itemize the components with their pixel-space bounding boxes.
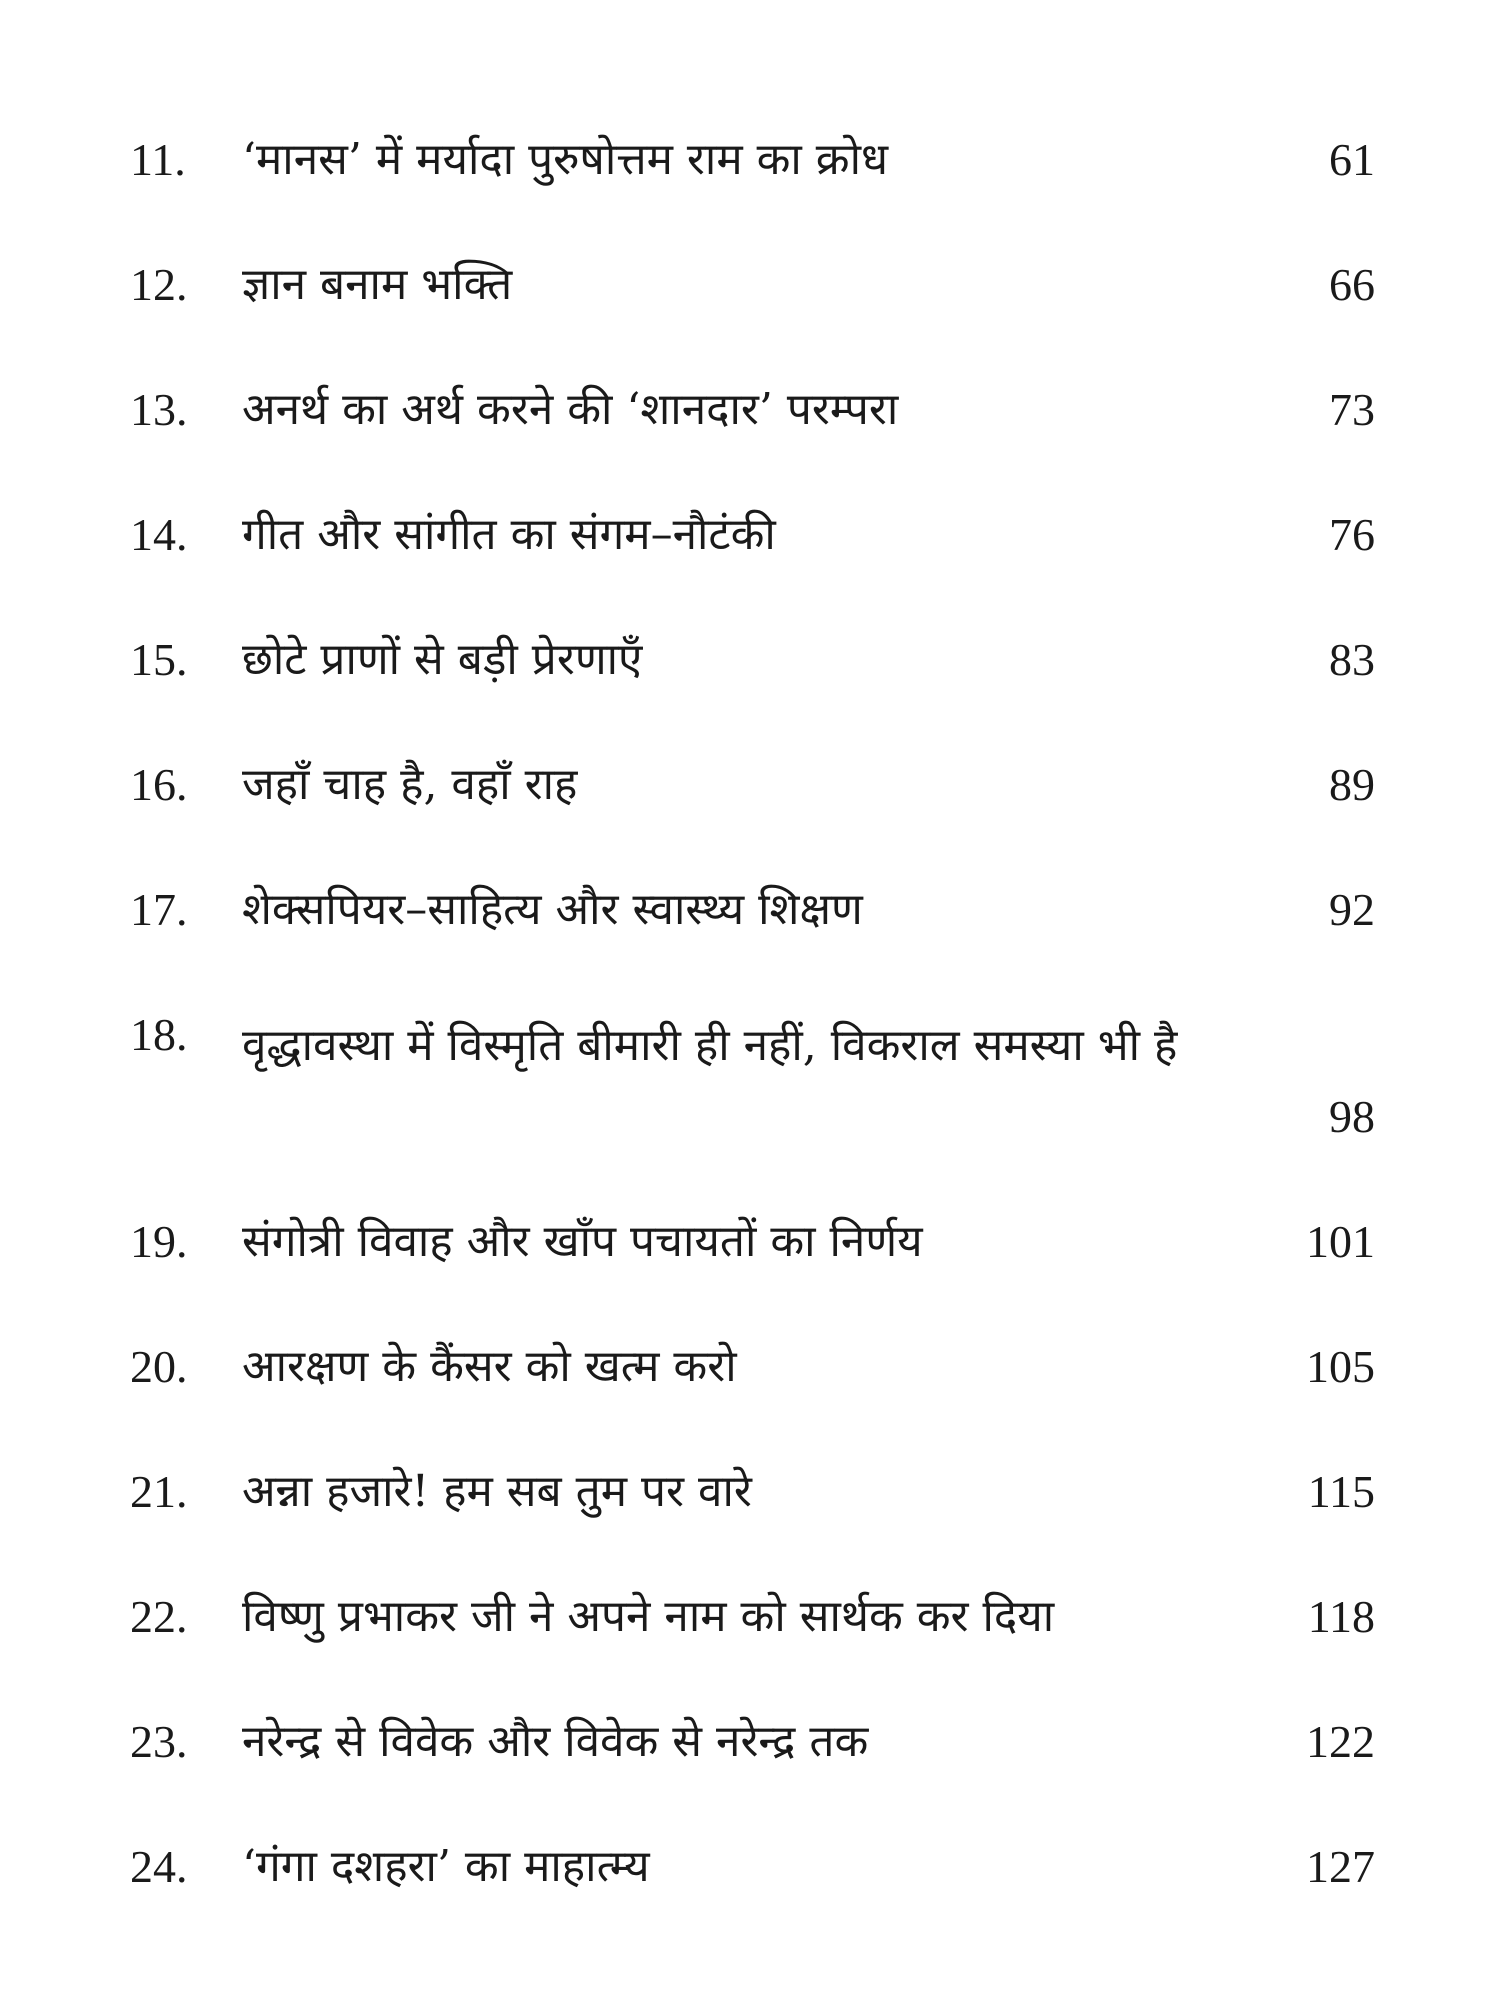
entry-number: 13.	[130, 384, 188, 435]
entry-page-number: 98	[1329, 1091, 1375, 1142]
entry-page-number: 105	[1306, 1341, 1375, 1392]
entry-number: 18.	[130, 1009, 188, 1060]
entry-title: विष्णु प्रभाकर जी ने अपने नाम को सार्थक कर दिया	[242, 1591, 1055, 1642]
entry-number: 24.	[130, 1841, 188, 1892]
entry-page-number: 101	[1306, 1216, 1375, 1267]
entry-number: 15.	[130, 634, 188, 685]
entry-number: 22.	[130, 1591, 188, 1642]
entry-title: ‘मानस’ में मर्यादा पुरुषोत्तम राम का क्रोध	[242, 134, 889, 185]
entry-number: 19.	[130, 1216, 188, 1267]
entry-number: 20.	[130, 1341, 188, 1392]
entry-title: अनर्थ का अर्थ करने की ‘शानदार’ परम्परा	[242, 384, 899, 435]
entry-title: गीत और सांगीत का संगम–नौटंकी	[242, 509, 776, 560]
entry-title: वृद्धावस्था में विस्मृति बीमारी ही नहीं, विकराल समस्या भी है	[242, 1020, 1178, 1071]
entry-page-number: 73	[1329, 384, 1375, 435]
entry-title: छोटे प्राणों से बड़ी प्रेरणाएँ	[242, 634, 643, 685]
entry-number: 21.	[130, 1466, 188, 1517]
entry-title: नरेन्द्र से विवेक और विवेक से नरेन्द्र तक	[242, 1716, 869, 1767]
entry-page-number: 76	[1329, 509, 1375, 560]
entry-title: आरक्षण के कैंसर को खत्म करो	[242, 1341, 737, 1392]
entry-title: संगोत्री विवाह और खाँप पचायतों का निर्णय	[242, 1216, 923, 1267]
entry-number: 16.	[130, 759, 188, 810]
entry-page-number: 66	[1329, 259, 1375, 310]
entry-number: 12.	[130, 259, 188, 310]
entry-title: जहाँ चाह है, वहाँ राह	[242, 759, 578, 810]
entry-title: ज्ञान बनाम भक्ति	[242, 259, 513, 310]
entry-page-number: 127	[1306, 1841, 1375, 1892]
entry-title: शेक्सपियर–साहित्य और स्वास्थ्य शिक्षण	[242, 884, 863, 935]
entry-number: 17.	[130, 884, 188, 935]
entry-page-number: 115	[1307, 1466, 1375, 1517]
entry-number: 14.	[130, 509, 188, 560]
entry-page-number: 92	[1329, 884, 1375, 935]
entry-title: अन्ना हजारे! हम सब तुम पर वारे	[242, 1466, 752, 1517]
entry-page-number: 89	[1329, 759, 1375, 810]
entry-page-number: 83	[1329, 634, 1375, 685]
entry-number: 23.	[130, 1716, 188, 1767]
entry-page-number: 61	[1329, 134, 1375, 185]
entry-number: 11.	[130, 134, 186, 185]
entry-title: ‘गंगा दशहरा’ का माहात्म्य	[242, 1841, 650, 1892]
entry-page-number: 118	[1307, 1591, 1375, 1642]
entry-page-number: 122	[1306, 1716, 1375, 1767]
